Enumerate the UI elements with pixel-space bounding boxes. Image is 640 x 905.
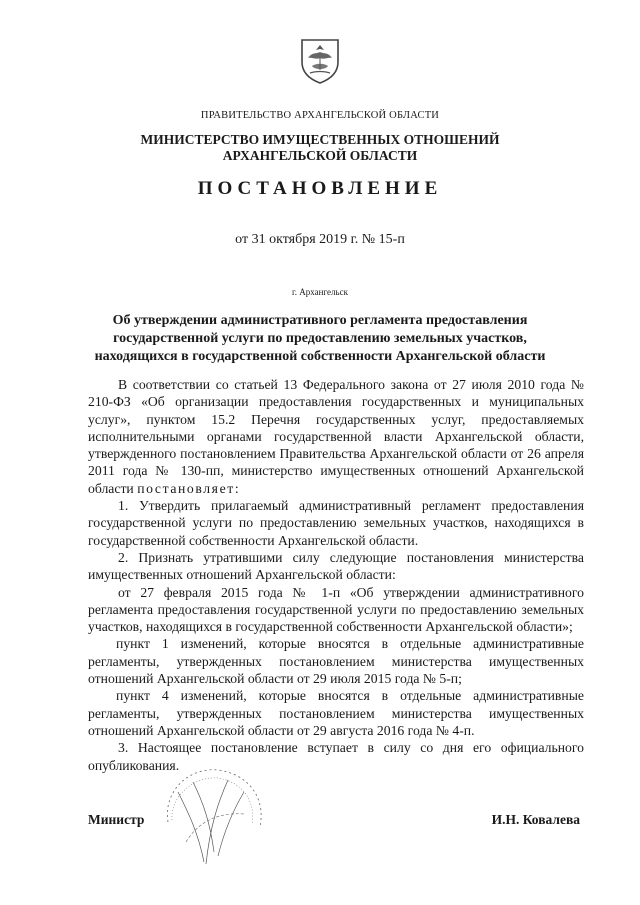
item-2c-paragraph: пункт 4 изменений, которые вносятся в отдельные административные регламенты, утвержденных постановлением министерства имущественных отношений Архангельской области от 29 августа 2016 года № 4-п. — [88, 688, 584, 738]
ministry-name-line1: МИНИСТЕРСТВО ИМУЩЕСТВЕННЫХ ОТНОШЕНИЙ — [140, 132, 500, 147]
signature-role: Министр — [88, 812, 145, 827]
document-city: г. Архангельск — [292, 287, 348, 297]
item-1-paragraph: 1. Утвердить прилагаемый административный регламент предоставления государственной услуги по предоставлению земельных участков, находящихся в государственной собственности Архангельской области. — [88, 498, 584, 548]
ministry-name-line2: АРХАНГЕЛЬСКОЙ ОБЛАСТИ — [222, 148, 418, 163]
subject-line2: государственной услуги по предоставлению земельных участков, — [113, 331, 527, 346]
preamble-paragraph — [88, 376, 584, 497]
ministry-name — [0, 132, 640, 164]
coat-of-arms-icon — [298, 36, 342, 84]
subject-line1: Об утверждении административного регламента предоставления — [112, 313, 528, 328]
item-2b-paragraph: пункт 1 изменений, которые вносятся в отдельные административные регламенты, утвержденных постановлением министерства имущественных отношений Архангельской области от 29 июля 2015 года № 5-п; — [88, 636, 584, 687]
document-date-number: от 31 октября 2019 г. № 15-п — [235, 232, 405, 247]
government-name: ПРАВИТЕЛЬСТВО АРХАНГЕЛЬСКОЙ ОБЛАСТИ — [200, 110, 440, 121]
preamble-text: В соответствии со статьей 13 Федерального закона от 27 июля 2010 года № 210-ФЗ «Об организации предоставления государственных и муниципальных услуг», пунктом 15.2 Перечня государственных услуг, предоставляемых исполнительными органами государственной власти Архангельской области, утвержденного постановлением Правительства Архангельской области от 26 апреля 2011 года № 130-пп, министерство имущественных отношений Архангельской области — [88, 377, 584, 496]
item-2-paragraph: 2. Признать утратившими силу следующие постановления министерства имущественных отношений Архангельской области: — [88, 549, 584, 583]
official-seal-stamp — [148, 752, 278, 882]
document-body — [88, 376, 584, 774]
document-type: ПОСТАНОВЛЕНИЕ — [197, 178, 443, 199]
document-subject — [0, 312, 640, 366]
item-3-paragraph: 3. Настоящее постановление вступает в силу со дня его официального опубликования. — [88, 740, 584, 773]
decree-word: постановляет: — [137, 480, 241, 496]
signature-name: И.Н. Ковалева — [491, 812, 580, 827]
item-2a-paragraph: от 27 февраля 2015 года № 1-п «Об утверждении административного регламента предоставления государственной услуги по предоставлению земельных участков, находящихся в государственной собственности Архангельской области»; — [88, 584, 584, 635]
subject-line3: находящихся в государственной собственности Архангельской области — [94, 349, 546, 364]
